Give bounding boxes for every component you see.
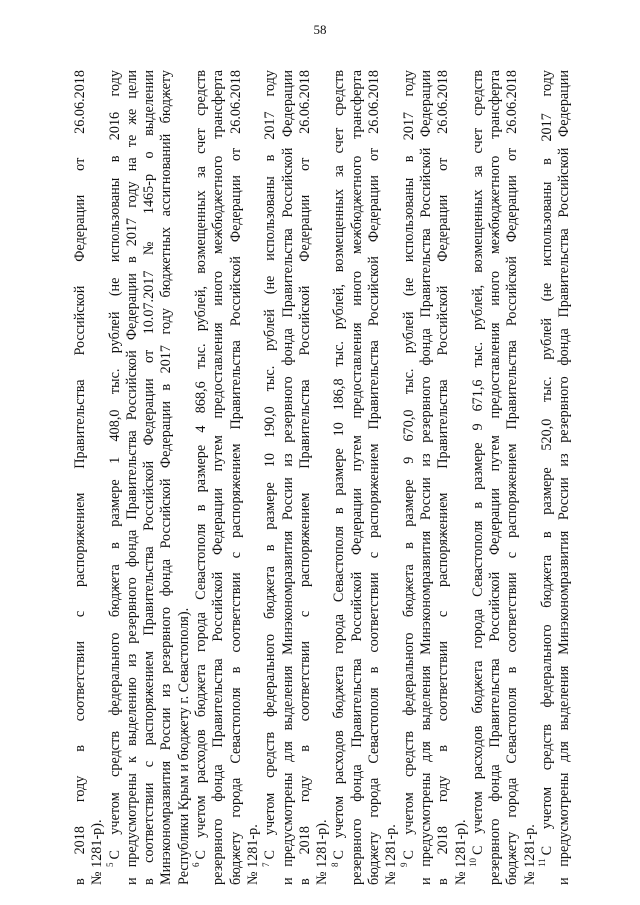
footnote-line bbox=[556, 70, 573, 885]
footnote-line-text: бюджету города Севастополя в соответствии с распоряжением Правительства Российской Федерации от 26.06.2018 bbox=[366, 70, 383, 885]
footnote-line-text: Минэкономразвития России из резервного фонда Российской Федерации в 2017 году бюджетных ассигнований бюджету bbox=[158, 70, 175, 885]
footnote-10-start bbox=[470, 70, 487, 885]
footnote-line bbox=[89, 70, 106, 885]
footnote-8-start bbox=[331, 70, 348, 885]
footnote-line bbox=[453, 70, 470, 885]
footnote-line-text: в 2018 году в соответствии с распоряжением Правительства Российской Федерации от 26.06.2018 bbox=[296, 70, 313, 885]
footnote-line-text: С учетом расходов бюджета города Севастополя в размере 4 868,6 тыс. рублей, возмещенных за счет средств bbox=[193, 70, 210, 860]
footnote-line bbox=[418, 70, 435, 885]
footnote-line-text: С учетом средств федерального бюджета в размере 10 190,0 тыс. рублей (не использованы в 2017 году bbox=[262, 70, 279, 860]
footnote-line-text: в 2018 году в соответствии с распоряжением Правительства Российской Федерации от 26.06.2018 bbox=[72, 70, 88, 885]
footnote-line bbox=[366, 70, 383, 885]
rotated-footnotes-block bbox=[72, 70, 607, 885]
footnote-marker: 5 bbox=[104, 862, 115, 867]
footnote-line-text: С учетом средств федерального бюджета в размере 9 670,0 тыс. рублей (не использованы в 2017 году bbox=[400, 70, 417, 860]
footnote-line-text: и предусмотрены к выделению из резервного фонда Правительства Российской Федерации в 2017 году на те же цели bbox=[123, 70, 140, 885]
footnote-line-text: С учетом средств федерального бюджета в размере 1 408,0 тыс. рублей (не использованы в 2016 году bbox=[106, 70, 123, 860]
footnote-line bbox=[72, 70, 89, 885]
footnote-line-text: С учетом расходов бюджета города Севастополя в размере 9 671,6 тыс. рублей, возмещенных за счет средств bbox=[469, 70, 486, 855]
footnote-marker: 7 bbox=[260, 862, 271, 867]
footnote-line-text: № 1281-р. bbox=[521, 824, 538, 885]
footnote-line bbox=[176, 70, 193, 885]
footnote-line-text: № 1281-р). bbox=[452, 819, 469, 885]
footnote-line bbox=[245, 70, 262, 885]
footnote-line bbox=[383, 70, 400, 885]
footnote-line-text: бюджету города Севастополя в соответствии с распоряжением Правительства Российской Федерации от 26.06.2018 bbox=[227, 70, 244, 885]
page-number: 58 bbox=[313, 22, 327, 37]
footnote-marker: 8 bbox=[329, 862, 340, 867]
footnote-line-text: в 2018 году в соответствии с распоряжением Правительства Российской Федерации от 26.06.2018 bbox=[435, 70, 452, 885]
footnote-line-text: и предусмотрены для выделения Минэкономразвития России из резервного фонда Правительства Российской Федерации bbox=[417, 70, 434, 885]
footnote-line-text: резервного фонда Правительства Российской Федерации путем предоставления иного межбюджетного трансферта bbox=[487, 70, 504, 885]
footnote-line bbox=[522, 70, 539, 885]
footnotes-text bbox=[72, 70, 607, 885]
footnote-line bbox=[435, 70, 452, 885]
footnote-line-text: бюджету города Севастополя в соответствии с распоряжением Правительства Российской Федерации от 26.06.2018 bbox=[504, 70, 521, 885]
footnote-line-text: резервного фонда Правительства Российской Федерации путем предоставления иного межбюджетного трансферта bbox=[348, 70, 365, 885]
footnote-5-start bbox=[104, 70, 124, 885]
footnote-line-text: и предусмотрены для выделения Минэкономразвития России из резервного фонда Правительства Российской Федерации bbox=[556, 70, 573, 885]
footnote-7-start bbox=[262, 70, 279, 885]
footnote-line-text: № 1281-р). bbox=[89, 819, 106, 885]
footnote-line-text: № 1281-р). bbox=[314, 819, 331, 885]
footnote-line bbox=[280, 70, 297, 885]
footnote-line bbox=[504, 70, 521, 885]
footnote-line-text: № 1281-р. bbox=[244, 824, 261, 885]
footnote-marker: 9 bbox=[398, 862, 409, 867]
footnote-line-text: Республики Крым и бюджету г. Севастополя). bbox=[175, 607, 192, 885]
footnote-line-text: в соответствии с распоряжением Правительства Российской Федерации от 10.07.2017 № 1465-р о выделении bbox=[141, 70, 158, 885]
footnote-11-start bbox=[539, 70, 556, 885]
footnote-line bbox=[297, 70, 314, 885]
footnote-marker: 11 bbox=[537, 858, 548, 867]
footnote-line-text: С учетом расходов бюджета города Севастополя в размере 10 186,8 тыс. рублей, возмещенных за счет средств bbox=[331, 70, 348, 860]
footnote-line bbox=[228, 70, 245, 885]
footnote-line bbox=[210, 70, 227, 885]
footnote-line bbox=[158, 70, 175, 885]
footnote-6-start bbox=[193, 70, 210, 885]
footnote-line-text: № 1281-р. bbox=[383, 824, 400, 885]
footnote-line bbox=[314, 70, 331, 885]
footnote-line bbox=[487, 70, 504, 885]
footnote-line-text: резервного фонда Правительства Российской Федерации путем предоставления иного межбюджетного трансферта bbox=[210, 70, 227, 885]
footnote-marker: 10 bbox=[468, 858, 479, 867]
footnote-line-text: С учетом средств федерального бюджета в размере 520,0 тыс. рублей (не использованы в 2017 году bbox=[539, 70, 556, 856]
footnote-marker: 6 bbox=[191, 862, 202, 867]
footnote-line bbox=[141, 70, 158, 885]
footnote-line bbox=[349, 70, 366, 885]
footnote-line-text: и предусмотрены для выделения Минэкономразвития России из резервного фонда Правительства Российской Федерации bbox=[279, 70, 296, 885]
footnote-line bbox=[124, 70, 141, 885]
footnote-9-start bbox=[398, 70, 418, 885]
